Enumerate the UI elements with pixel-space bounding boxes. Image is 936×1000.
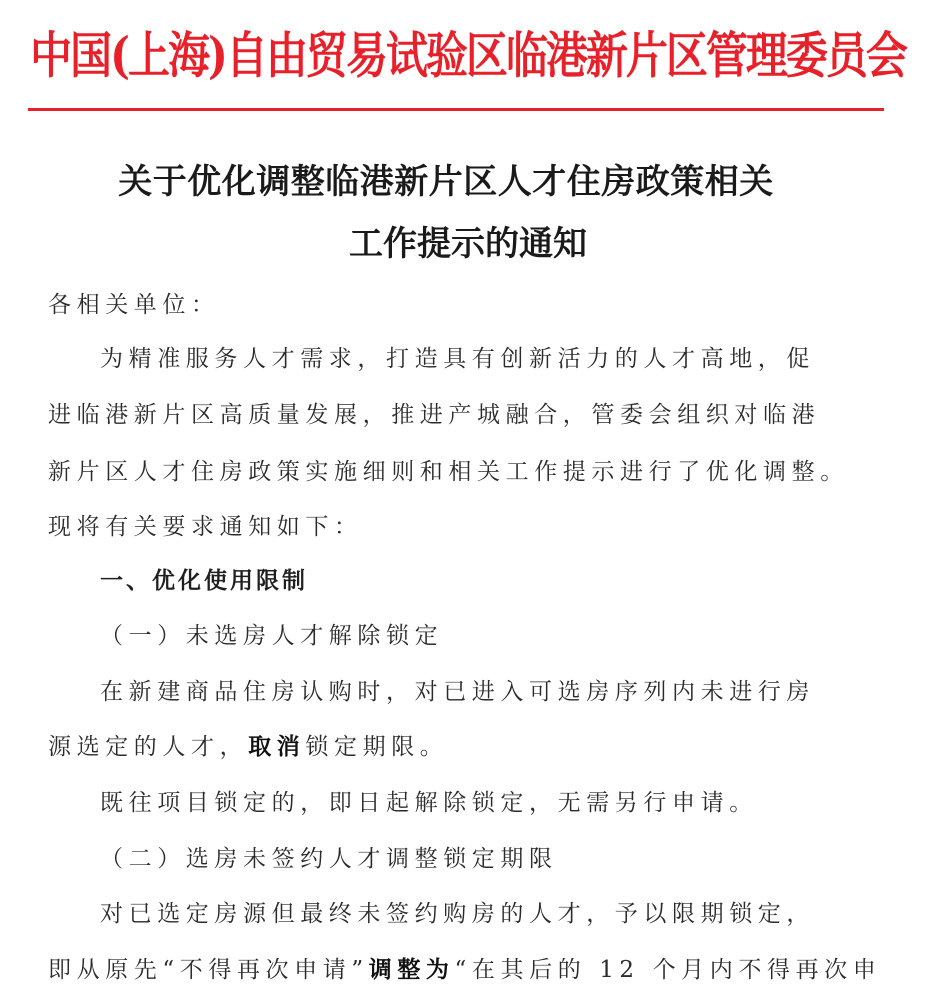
subsection-2-text-b: “在其后的 12 个月内不得再次申 (454, 957, 882, 983)
intro-line-2: 进临港新片区高质量发展，推进产城融合，管委会组织对临港 (48, 402, 821, 428)
subsection-2-bold-adjust: 调整为 (368, 956, 455, 983)
subsection-1-heading: （一）未选房人才解除锁定 (100, 623, 444, 649)
masthead-title: 中国(上海)自由贸易试验区临港新片区管理委员会 (30, 26, 906, 85)
document-title-line-2: 工作提示的通知 (349, 224, 587, 264)
intro-line-1: 为精准服务人才需求，打造具有创新活力的人才高地，促 (100, 346, 815, 372)
document-title-line-1: 关于优化调整临港新片区人才住房政策相关 (118, 162, 774, 202)
intro-line-3: 新片区人才住房政策实施细则和相关工作提示进行了优化调整。 (48, 459, 849, 485)
section-1-heading: 一、优化使用限制 (100, 568, 308, 594)
subsection-2-para-1-line-1: 对已选定房源但最终未签约购房的人才，予以限期锁定， (100, 901, 815, 927)
salutation: 各相关单位： (48, 292, 220, 318)
intro-line-4: 现将有关要求通知如下： (48, 514, 363, 540)
subsection-1-para-2: 既往项目锁定的，即日起解除锁定，无需另行申请。 (100, 790, 758, 816)
subsection-2-para-1-line-2 (48, 954, 881, 986)
subsection-2-text-a: 即从原先“不得再次申请” (48, 957, 369, 983)
subsection-2-heading: （二）选房未签约人才调整锁定期限 (100, 846, 558, 872)
masthead-red-rule (28, 108, 884, 111)
subsection-1-para-1-line-1: 在新建商品住房认购时，对已进入可选房序列内未进行房 (100, 679, 815, 705)
subsection-1-para-1-line-2 (48, 731, 448, 763)
subsection-1-bold-cancel: 取消 (248, 733, 306, 760)
subsection-1-text-b: 锁定期限。 (305, 734, 449, 760)
subsection-1-text-a: 源选定的人才， (48, 734, 249, 760)
